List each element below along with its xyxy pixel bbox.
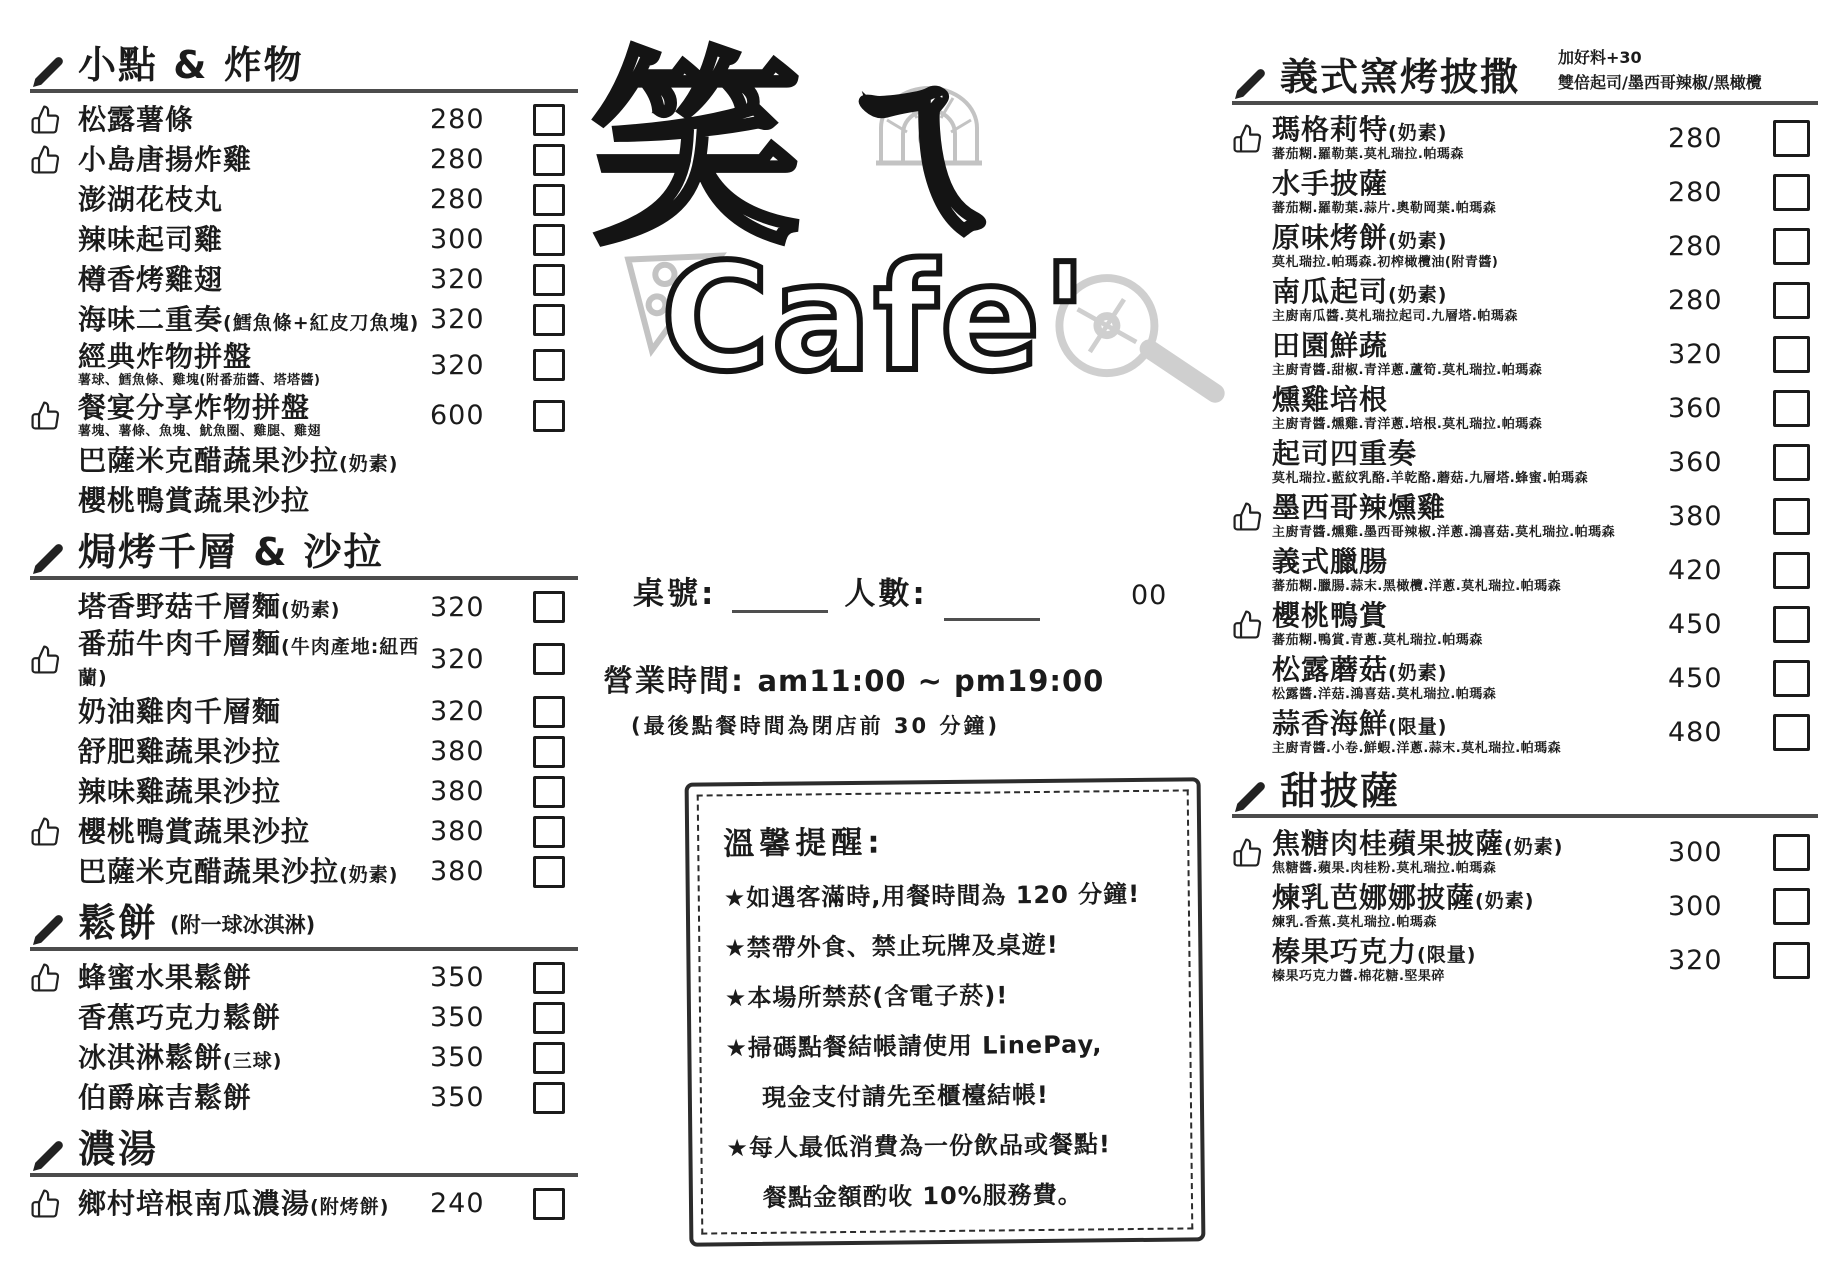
- item-text: [78, 736, 430, 767]
- item-name: 墨西哥辣燻雞: [1272, 491, 1447, 525]
- item-name: 海味二重奏(鱈魚條+紅皮刀魚塊): [78, 303, 420, 337]
- reminder-box: [685, 777, 1206, 1246]
- item-ingredients: 莫札瑞拉.帕瑪森.初榨橄欖油(附青醬): [1272, 254, 1499, 270]
- center-column: [575, 0, 1235, 1262]
- item-ingredients: 莫札瑞拉.藍紋乳酪.羊乾酪.蘑菇.九層塔.蜂蜜.帕瑪森: [1272, 470, 1589, 486]
- item-ingredients: 蕃茄糊.羅勒葉.蒜片.奧勒岡葉.帕瑪森: [1272, 200, 1497, 216]
- item-name: 煉乳芭娜娜披薩(奶素): [1272, 881, 1535, 915]
- item-price: 280: [430, 104, 485, 136]
- item-price: 320: [430, 643, 485, 675]
- order-checkbox[interactable]: [533, 962, 565, 994]
- menu-item: [30, 180, 578, 220]
- item-text: [78, 224, 430, 255]
- item-name: 舒肥雞蔬果沙拉: [78, 735, 282, 769]
- item-price: 300: [1668, 890, 1723, 922]
- people-count-label: 人數:: [844, 576, 928, 612]
- item-text: [1272, 168, 1668, 217]
- menu-item: [1232, 382, 1818, 436]
- item-note: (奶素): [339, 453, 399, 476]
- item-note: (奶素): [1388, 230, 1448, 253]
- section-items: [1232, 105, 1818, 760]
- item-name: 澎湖花枝丸: [78, 183, 224, 217]
- order-checkbox[interactable]: [533, 264, 565, 296]
- right-menu-column: [1232, 34, 1818, 987]
- pencil-icon: [1232, 779, 1268, 815]
- item-price: 240: [430, 1188, 485, 1219]
- people-count-blank[interactable]: [944, 584, 1040, 621]
- order-checkbox[interactable]: [1773, 390, 1810, 427]
- reminder-line: ★本場所禁菸(含電子菸)!: [724, 981, 1009, 1013]
- thumbs-up-icon: [1232, 609, 1263, 640]
- section-title-suffix: (附一球冰淇淋): [170, 912, 316, 937]
- item-note: (限量): [1417, 944, 1477, 967]
- item-note: (奶素): [1388, 284, 1448, 307]
- menu-item: [30, 391, 578, 442]
- item-ingredients: 主廚南瓜醬.莫札瑞拉起司.九層塔.帕瑪森: [1272, 308, 1518, 324]
- item-text: [78, 1042, 430, 1073]
- item-ingredients: 主廚青醬.甜椒.青洋蔥.蘆筍.莫札瑞拉.帕瑪森: [1272, 362, 1543, 378]
- item-name: 辣味起司雞: [78, 223, 224, 257]
- table-number-label: 桌號:: [633, 576, 717, 612]
- item-price: 350: [430, 962, 485, 994]
- menu-item: [30, 220, 578, 260]
- pencil-icon: [30, 1138, 66, 1174]
- item-name: 蒜香海鮮(限量): [1272, 707, 1448, 741]
- item-name: 香蕉巧克力鬆餅: [78, 1000, 282, 1034]
- item-text: [1272, 276, 1668, 325]
- item-note: (奶素): [1388, 662, 1448, 685]
- section-header: [1232, 46, 1818, 105]
- item-text: [78, 856, 430, 887]
- order-checkbox[interactable]: [533, 696, 565, 728]
- order-checkbox[interactable]: [533, 816, 565, 848]
- item-name: 奶油雞肉千層麵: [78, 695, 282, 729]
- section-items: [30, 1177, 578, 1224]
- item-price: 350: [430, 1002, 485, 1034]
- item-price: 300: [430, 224, 485, 256]
- item-name: 塔香野菇千層麵(奶素): [78, 590, 341, 624]
- reminder-title: 溫馨提醒:: [723, 824, 885, 863]
- order-checkbox[interactable]: [533, 304, 565, 336]
- item-price: 280: [1668, 231, 1723, 263]
- item-name: 巴薩米克醋蔬果沙拉(奶素): [78, 855, 399, 889]
- item-text: [78, 341, 430, 390]
- item-text: [78, 392, 430, 441]
- thumbs-up-icon: [1232, 837, 1263, 868]
- item-text: [78, 628, 430, 691]
- item-name: 辣味雞蔬果沙拉: [78, 775, 282, 809]
- item-price: 380: [430, 816, 485, 848]
- item-ingredients: 主廚青醬.小卷.鮮蝦.洋蔥.蒜末.莫札瑞拉.帕瑪森: [1272, 740, 1562, 756]
- item-name: 巴薩米克醋蔬果沙拉(奶素): [78, 444, 399, 478]
- item-text: [1272, 936, 1668, 985]
- business-hours-value: am11:00 ~ pm19:00: [757, 664, 1105, 698]
- reminder-line: 現金支付請先至櫃檯結帳!: [761, 1080, 1049, 1112]
- item-text: [78, 264, 430, 295]
- menu-item: [1232, 879, 1818, 933]
- item-price: 320: [1668, 339, 1723, 371]
- section-header: [30, 1126, 578, 1177]
- section-items: [30, 951, 578, 1118]
- order-checkbox[interactable]: [1773, 834, 1810, 871]
- item-name: 經典炸物拼盤: [78, 339, 253, 373]
- menu-item: [30, 958, 578, 998]
- order-checkbox[interactable]: [533, 400, 565, 432]
- menu-item: [30, 300, 578, 340]
- menu-item: [30, 692, 578, 732]
- menu-item: [30, 441, 578, 481]
- menu-item: [30, 772, 578, 812]
- item-ingredients: 蕃茄糊.鴨賞.青蔥.莫札瑞拉.帕瑪森: [1272, 632, 1483, 648]
- menu-section: [1232, 46, 1818, 760]
- section-title: 義式窯烤披撒: [1280, 54, 1521, 99]
- item-name: 榛果巧克力(限量): [1272, 935, 1477, 969]
- item-price: 280: [1668, 177, 1723, 209]
- menu-item: [1232, 933, 1818, 987]
- thumbs-up-icon: [30, 816, 61, 847]
- section-header: [30, 900, 578, 951]
- table-info-line: [633, 568, 1040, 613]
- menu-item: [30, 100, 578, 140]
- item-price: 280: [1668, 123, 1723, 155]
- menu-item: [1232, 112, 1818, 166]
- item-ingredients: 焦糖醬.蘋果.肉桂粉.莫札瑞拉.帕瑪森: [1272, 860, 1497, 876]
- pencil-icon: [30, 912, 66, 948]
- item-text: [1272, 330, 1668, 379]
- item-text: [78, 485, 430, 516]
- order-checkbox[interactable]: [1773, 120, 1810, 157]
- menu-section: [30, 43, 578, 521]
- order-checkbox[interactable]: [533, 1188, 565, 1220]
- menu-item: [30, 812, 578, 852]
- reminder-line: ★每人最低消費為一份飲品或餐點!: [726, 1130, 1112, 1163]
- item-text: [1272, 600, 1668, 649]
- item-ingredients: 蕃茄糊.臘腸.蒜末.黑橄欖.洋蔥.莫札瑞拉.帕瑪森: [1272, 578, 1562, 594]
- reminder-line: ★如遇客滿時,用餐時間為 120 分鐘!: [723, 879, 1141, 913]
- item-name: 水手披薩: [1272, 167, 1389, 201]
- menu-item: [30, 260, 578, 300]
- item-price: 320: [430, 264, 485, 296]
- item-note: (奶素): [1388, 122, 1448, 145]
- item-price: 300: [1668, 836, 1723, 868]
- item-text: [1272, 882, 1668, 931]
- item-note: (奶素): [1475, 890, 1535, 913]
- menu-item: [30, 732, 578, 772]
- menu-section: [30, 900, 578, 1118]
- menu-item: [1232, 166, 1818, 220]
- item-price: 320: [430, 349, 485, 381]
- menu-item: [30, 1038, 578, 1078]
- item-price: 380: [430, 736, 485, 768]
- order-checkbox[interactable]: [533, 776, 565, 808]
- menu-item: [1232, 490, 1818, 544]
- order-checkbox[interactable]: [533, 224, 565, 256]
- item-ingredients: 薯塊、薯條、魚塊、魷魚圈、雞腿、雞翅: [78, 423, 322, 439]
- order-checkbox[interactable]: [533, 104, 565, 136]
- order-checkbox[interactable]: [533, 1002, 565, 1034]
- logo-chinese: 笑ㄟ: [593, 31, 1021, 273]
- order-checkbox[interactable]: [1773, 282, 1810, 319]
- thumbs-up-icon: [30, 104, 61, 135]
- order-checkbox[interactable]: [1773, 552, 1810, 589]
- item-price: 350: [430, 1082, 485, 1114]
- item-price: 480: [1668, 717, 1723, 749]
- item-text: [78, 1082, 430, 1113]
- item-text: [78, 104, 430, 135]
- item-text: [78, 962, 430, 993]
- item-text: [1272, 828, 1668, 877]
- item-price: 360: [1668, 393, 1723, 425]
- order-checkbox[interactable]: [533, 144, 565, 176]
- item-text: [78, 184, 430, 215]
- menu-section: [30, 530, 578, 892]
- pencil-icon: [30, 54, 66, 90]
- item-name: 原味烤餅(奶素): [1272, 221, 1448, 255]
- order-checkbox[interactable]: [533, 184, 565, 216]
- menu-item: [30, 1078, 578, 1118]
- item-price: 320: [430, 591, 485, 623]
- item-price: 280: [430, 184, 485, 216]
- item-price: 450: [1668, 663, 1723, 695]
- item-ingredients: 主廚青醬.燻雞.墨西哥辣椒.洋蔥.鴻喜菇.莫札瑞拉.帕瑪森: [1272, 524, 1616, 540]
- reminder-line: ★禁帶外食、禁止玩牌及桌遊!: [724, 930, 1059, 963]
- item-name: 田園鮮蔬: [1272, 329, 1389, 363]
- menu-item: [1232, 706, 1818, 760]
- section-title: 濃湯: [78, 1126, 159, 1171]
- item-ingredients: 煉乳.香蕉.莫札瑞拉.帕瑪森: [1272, 914, 1437, 930]
- order-checkbox[interactable]: [533, 1082, 565, 1114]
- menu-section: [1232, 768, 1818, 988]
- section-addon-note: 加好料+30 雙倍起司/墨西哥辣椒/黑橄欖: [1558, 48, 1762, 92]
- order-checkbox[interactable]: [1773, 660, 1810, 697]
- order-checkbox[interactable]: [1773, 228, 1810, 265]
- item-name: 小島唐揚炸雞: [78, 143, 253, 177]
- pencil-icon: [30, 541, 66, 577]
- menu-item: [30, 627, 578, 692]
- menu-item: [1232, 220, 1818, 274]
- item-ingredients: 榛果巧克力醬.棉花糖.堅果碎: [1272, 968, 1445, 984]
- section-items: [1232, 818, 1818, 987]
- pencil-icon: [1232, 66, 1268, 102]
- item-text: [78, 776, 430, 807]
- section-title: 甜披薩: [1280, 768, 1401, 813]
- thumbs-up-icon: [1232, 123, 1263, 154]
- order-checkbox[interactable]: [533, 591, 565, 623]
- order-checkbox[interactable]: [1773, 444, 1810, 481]
- menu-item: [30, 481, 578, 521]
- thumbs-up-icon: [30, 962, 61, 993]
- menu-item: [30, 140, 578, 180]
- item-price: 450: [1668, 609, 1723, 641]
- item-price: 380: [430, 776, 485, 808]
- item-price: 380: [430, 856, 485, 888]
- thumbs-up-icon: [30, 644, 61, 675]
- item-text: [1272, 438, 1668, 487]
- order-checkbox[interactable]: [1773, 942, 1810, 979]
- stray-text: 00: [1131, 580, 1168, 611]
- item-price: 320: [430, 304, 485, 336]
- item-text: [1272, 708, 1668, 757]
- item-price: 360: [1668, 447, 1723, 479]
- section-header: [30, 530, 578, 580]
- left-menu-column: [30, 34, 578, 1224]
- menu-item: [1232, 436, 1818, 490]
- order-checkbox[interactable]: [533, 1042, 565, 1074]
- menu-item: [1232, 825, 1818, 879]
- item-text: [78, 1002, 430, 1033]
- order-checkbox[interactable]: [1773, 336, 1810, 373]
- reminder-lines: [724, 874, 1167, 1214]
- reminder-line: 餐點金額酌收 10%服務費。: [762, 1180, 1083, 1212]
- thumbs-up-icon: [1232, 501, 1263, 532]
- business-hours: [603, 656, 1104, 700]
- item-note: (奶素): [339, 864, 399, 887]
- reminder-box-inner: [697, 789, 1194, 1234]
- item-ingredients: 主廚青醬.燻雞.青洋蔥.培根.莫札瑞拉.帕瑪森: [1272, 416, 1543, 432]
- item-note: (奶素): [1504, 836, 1564, 859]
- order-checkbox[interactable]: [1773, 174, 1810, 211]
- section-items: [30, 580, 578, 892]
- item-name: 伯爵麻吉鬆餅: [78, 1080, 253, 1114]
- menu-item: [1232, 652, 1818, 706]
- item-text: [1272, 114, 1668, 163]
- item-text: [1272, 384, 1668, 433]
- reminder-line: ★掃碼點餐結帳請使用 LinePay,: [725, 1030, 1103, 1063]
- item-name: 餐宴分享炸物拼盤: [78, 390, 311, 424]
- item-name: 義式臘腸: [1272, 545, 1389, 579]
- item-name: 南瓜起司(奶素): [1272, 275, 1448, 309]
- item-text: [78, 591, 430, 622]
- order-checkbox[interactable]: [533, 856, 565, 888]
- item-text: [1272, 492, 1668, 541]
- item-text: [78, 304, 430, 335]
- item-price: 320: [430, 696, 485, 728]
- item-name: 櫻桃鴨賞: [1272, 599, 1389, 633]
- item-ingredients: 蕃茄糊.羅勒葉.莫札瑞拉.帕瑪森: [1272, 146, 1464, 162]
- menu-section: [30, 1126, 578, 1224]
- item-name: 蜂蜜水果鬆餅: [78, 960, 253, 994]
- item-price: 320: [1668, 944, 1723, 976]
- menu-item: [1232, 598, 1818, 652]
- item-note: (三球): [223, 1049, 283, 1072]
- order-checkbox[interactable]: [533, 349, 565, 381]
- item-text: [78, 816, 430, 847]
- menu-item: [30, 852, 578, 892]
- item-text: [78, 445, 430, 476]
- item-note: (鱈魚條+紅皮刀魚塊): [223, 312, 420, 335]
- item-note: (附烤餅): [310, 1195, 390, 1218]
- item-name: 瑪格莉特(奶素): [1272, 113, 1448, 147]
- menu-item: [30, 587, 578, 627]
- section-header: [1232, 768, 1818, 819]
- item-note: (限量): [1388, 716, 1448, 739]
- order-checkbox[interactable]: [1773, 498, 1810, 535]
- menu-item: [30, 1184, 578, 1224]
- order-checkbox[interactable]: [1773, 714, 1810, 751]
- section-items: [30, 93, 578, 521]
- item-text: [78, 696, 430, 727]
- item-text: [1272, 654, 1668, 703]
- item-name: 燻雞培根: [1272, 383, 1389, 417]
- menu-item: [1232, 544, 1818, 598]
- thumbs-up-icon: [30, 400, 61, 431]
- item-ingredients: 薯球、鱈魚條、雞塊(附番茄醬、塔塔醬): [78, 373, 321, 389]
- item-name: 櫻桃鴨賞蔬果沙拉: [78, 484, 311, 518]
- business-hours-label: 營業時間:: [603, 664, 745, 699]
- section-title: 鬆餅: [78, 900, 159, 945]
- item-name: 櫻桃鴨賞蔬果沙拉: [78, 815, 311, 849]
- table-number-blank[interactable]: [732, 576, 828, 613]
- item-text: [78, 1188, 430, 1219]
- order-checkbox[interactable]: [1773, 606, 1810, 643]
- thumbs-up-icon: [30, 144, 61, 175]
- order-checkbox[interactable]: [533, 736, 565, 768]
- item-price: 600: [430, 400, 485, 432]
- order-checkbox[interactable]: [533, 643, 565, 675]
- item-text: [1272, 546, 1668, 595]
- item-name: 番茄牛肉千層麵(牛肉產地:紐西蘭): [78, 627, 420, 690]
- section-header: [30, 43, 578, 93]
- item-ingredients: 松露醬.洋菇.鴻喜菇.莫札瑞拉.帕瑪森: [1272, 686, 1497, 702]
- item-price: 280: [430, 144, 485, 176]
- item-name: 起司四重奏: [1272, 437, 1418, 471]
- menu-item: [1232, 328, 1818, 382]
- menu-item: [30, 998, 578, 1038]
- thumbs-up-icon: [30, 1188, 61, 1219]
- item-note: (奶素): [281, 599, 341, 622]
- menu-item: [1232, 274, 1818, 328]
- item-name: 松露蘑菇(奶素): [1272, 653, 1448, 687]
- last-order-note: (最後點餐時間為閉店前 30 分鐘): [631, 714, 1001, 738]
- section-title: 小點 & 炸物: [78, 43, 304, 87]
- item-name: 樽香烤雞翅: [78, 263, 224, 297]
- item-price: 280: [1668, 285, 1723, 317]
- section-title: 焗烤千層 & 沙拉: [78, 530, 384, 575]
- item-price: 420: [1668, 555, 1723, 587]
- item-text: [1272, 222, 1668, 271]
- item-name: 鄉村培根南瓜濃湯(附烤餅): [78, 1186, 390, 1220]
- item-name: 松露薯條: [78, 103, 195, 137]
- item-text: [78, 144, 430, 175]
- item-note: (牛肉產地:紐西蘭): [78, 636, 420, 690]
- logo-latin: Cafe': [661, 232, 1090, 404]
- item-name: 冰淇淋鬆餅(三球): [78, 1040, 283, 1074]
- order-checkbox[interactable]: [1773, 888, 1810, 925]
- item-price: 380: [1668, 501, 1723, 533]
- menu-item: [30, 340, 578, 391]
- item-name: 焦糖肉桂蘋果披薩(奶素): [1272, 827, 1564, 861]
- item-price: 350: [430, 1042, 485, 1074]
